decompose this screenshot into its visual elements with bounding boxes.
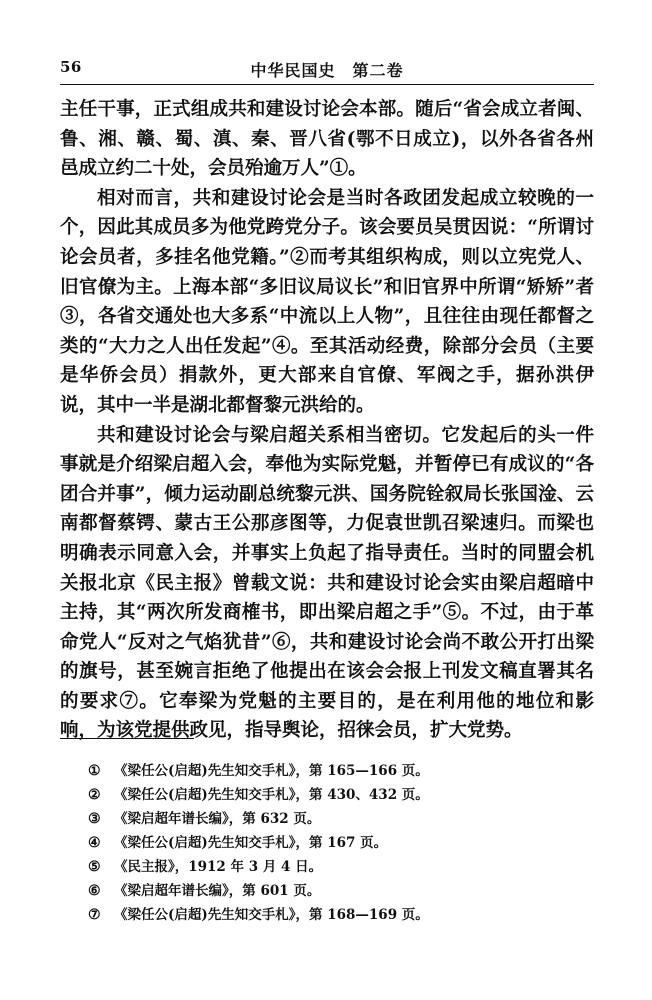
footnote-mark: ⑥ [88,883,101,899]
body-text [60,95,594,746]
paragraph-2: 相对而言，共和建设讨论会是当时各政团发起成立较晚的一个，因此其成员多为他党跨党分子。该会要员吴贯因说：“所谓讨论会员者，多挂名他党籍。”②而考其组织构成，则以立宪党人、旧官僚为主。上海本部“多旧议局议长”和旧官界中所谓“矫矫”者③，各省交通处也大多系“中流以上人物”，且往往由现任都督之类的“大力之人出任发起”④。至其活动经费，除部分会员（主要是华侨会员）捐款外，更大部来自官僚、军阀之手，据孙洪伊说，其中一半是湖北都督黎元洪给的。 [60,187,594,416]
footnote-rule [60,738,194,739]
header-rule [60,84,594,85]
footnote-3 [88,807,588,831]
running-title: 中华民国史 第二卷 [250,61,404,80]
footnote-2 [88,783,588,807]
footnote-mark: ② [88,787,101,803]
page-header [60,58,594,86]
footnote-4 [88,831,588,855]
paragraph-1: 主任干事，正式组成共和建设讨论会本部。随后“省会成立者闽、鲁、湘、赣、蜀、滇、秦、晋八省(鄂不日成立)，以外各省各州邑成立约二十处，会员殆逾万人”①。 [60,99,594,180]
footnote-text: 《梁启超年谱长编》，第 601 页。 [114,883,321,899]
footnote-mark: ⑦ [88,907,101,923]
footnote-mark: ④ [88,835,101,851]
footnote-text: 《梁启超年谱长编》，第 632 页。 [114,811,321,827]
footnote-text: 《梁任公(启超)先生知交手札》，第 165—166 页。 [114,763,429,779]
page-number: 56 [60,58,82,76]
footnote-text: 《梁任公(启超)先生知交手札》，第 167 页。 [114,835,388,851]
footnote-mark: ⑤ [88,859,101,875]
paragraph-3: 共和建设讨论会与梁启超关系相当密切。它发起后的头一件事就是介绍梁启超入会，奉他为实际党魁，并暂停已有成议的“各团合并事”，倾力运动副总统黎元洪、国务院铨叙局长张国淦、云南都督蔡锷、蒙古王公那彦图等，力促袁世凯召梁速归。而梁也明确表示同意入会，并事实上负起了指导责任。当时的同盟会机关报北京《民主报》曾载文说：共和建设讨论会实由梁启超暗中主持，其“两次所发商榷书，即出梁启超之手”⑤。不过，由于革命党人“反对之气焰犹昔”⑥，共和建设讨论会尚不敢公开打出梁的旗号，甚至婉言拒绝了他提出在该会会报上刊发文稿直署其名的要求⑦。它奉梁为党魁的主要目的，是在利用他的地位和影响，为该党提供政见，指导舆论，招徕会员，扩大党势。 [60,424,594,742]
footnote-text: 《梁任公(启超)先生知交手札》，第 430、432 页。 [114,787,429,803]
footnote-text: 《梁任公(启超)先生知交手札》，第 168—169 页。 [114,907,429,923]
footnote-6 [88,879,588,903]
footnote-text: 《民主报》，1912 年 3 月 4 日。 [114,859,323,875]
footnote-1 [88,759,588,783]
footnote-mark: ③ [88,811,101,827]
footnote-5 [88,855,588,879]
footnotes [88,759,588,927]
footnote-7 [88,903,588,927]
footnote-mark: ① [88,763,101,779]
